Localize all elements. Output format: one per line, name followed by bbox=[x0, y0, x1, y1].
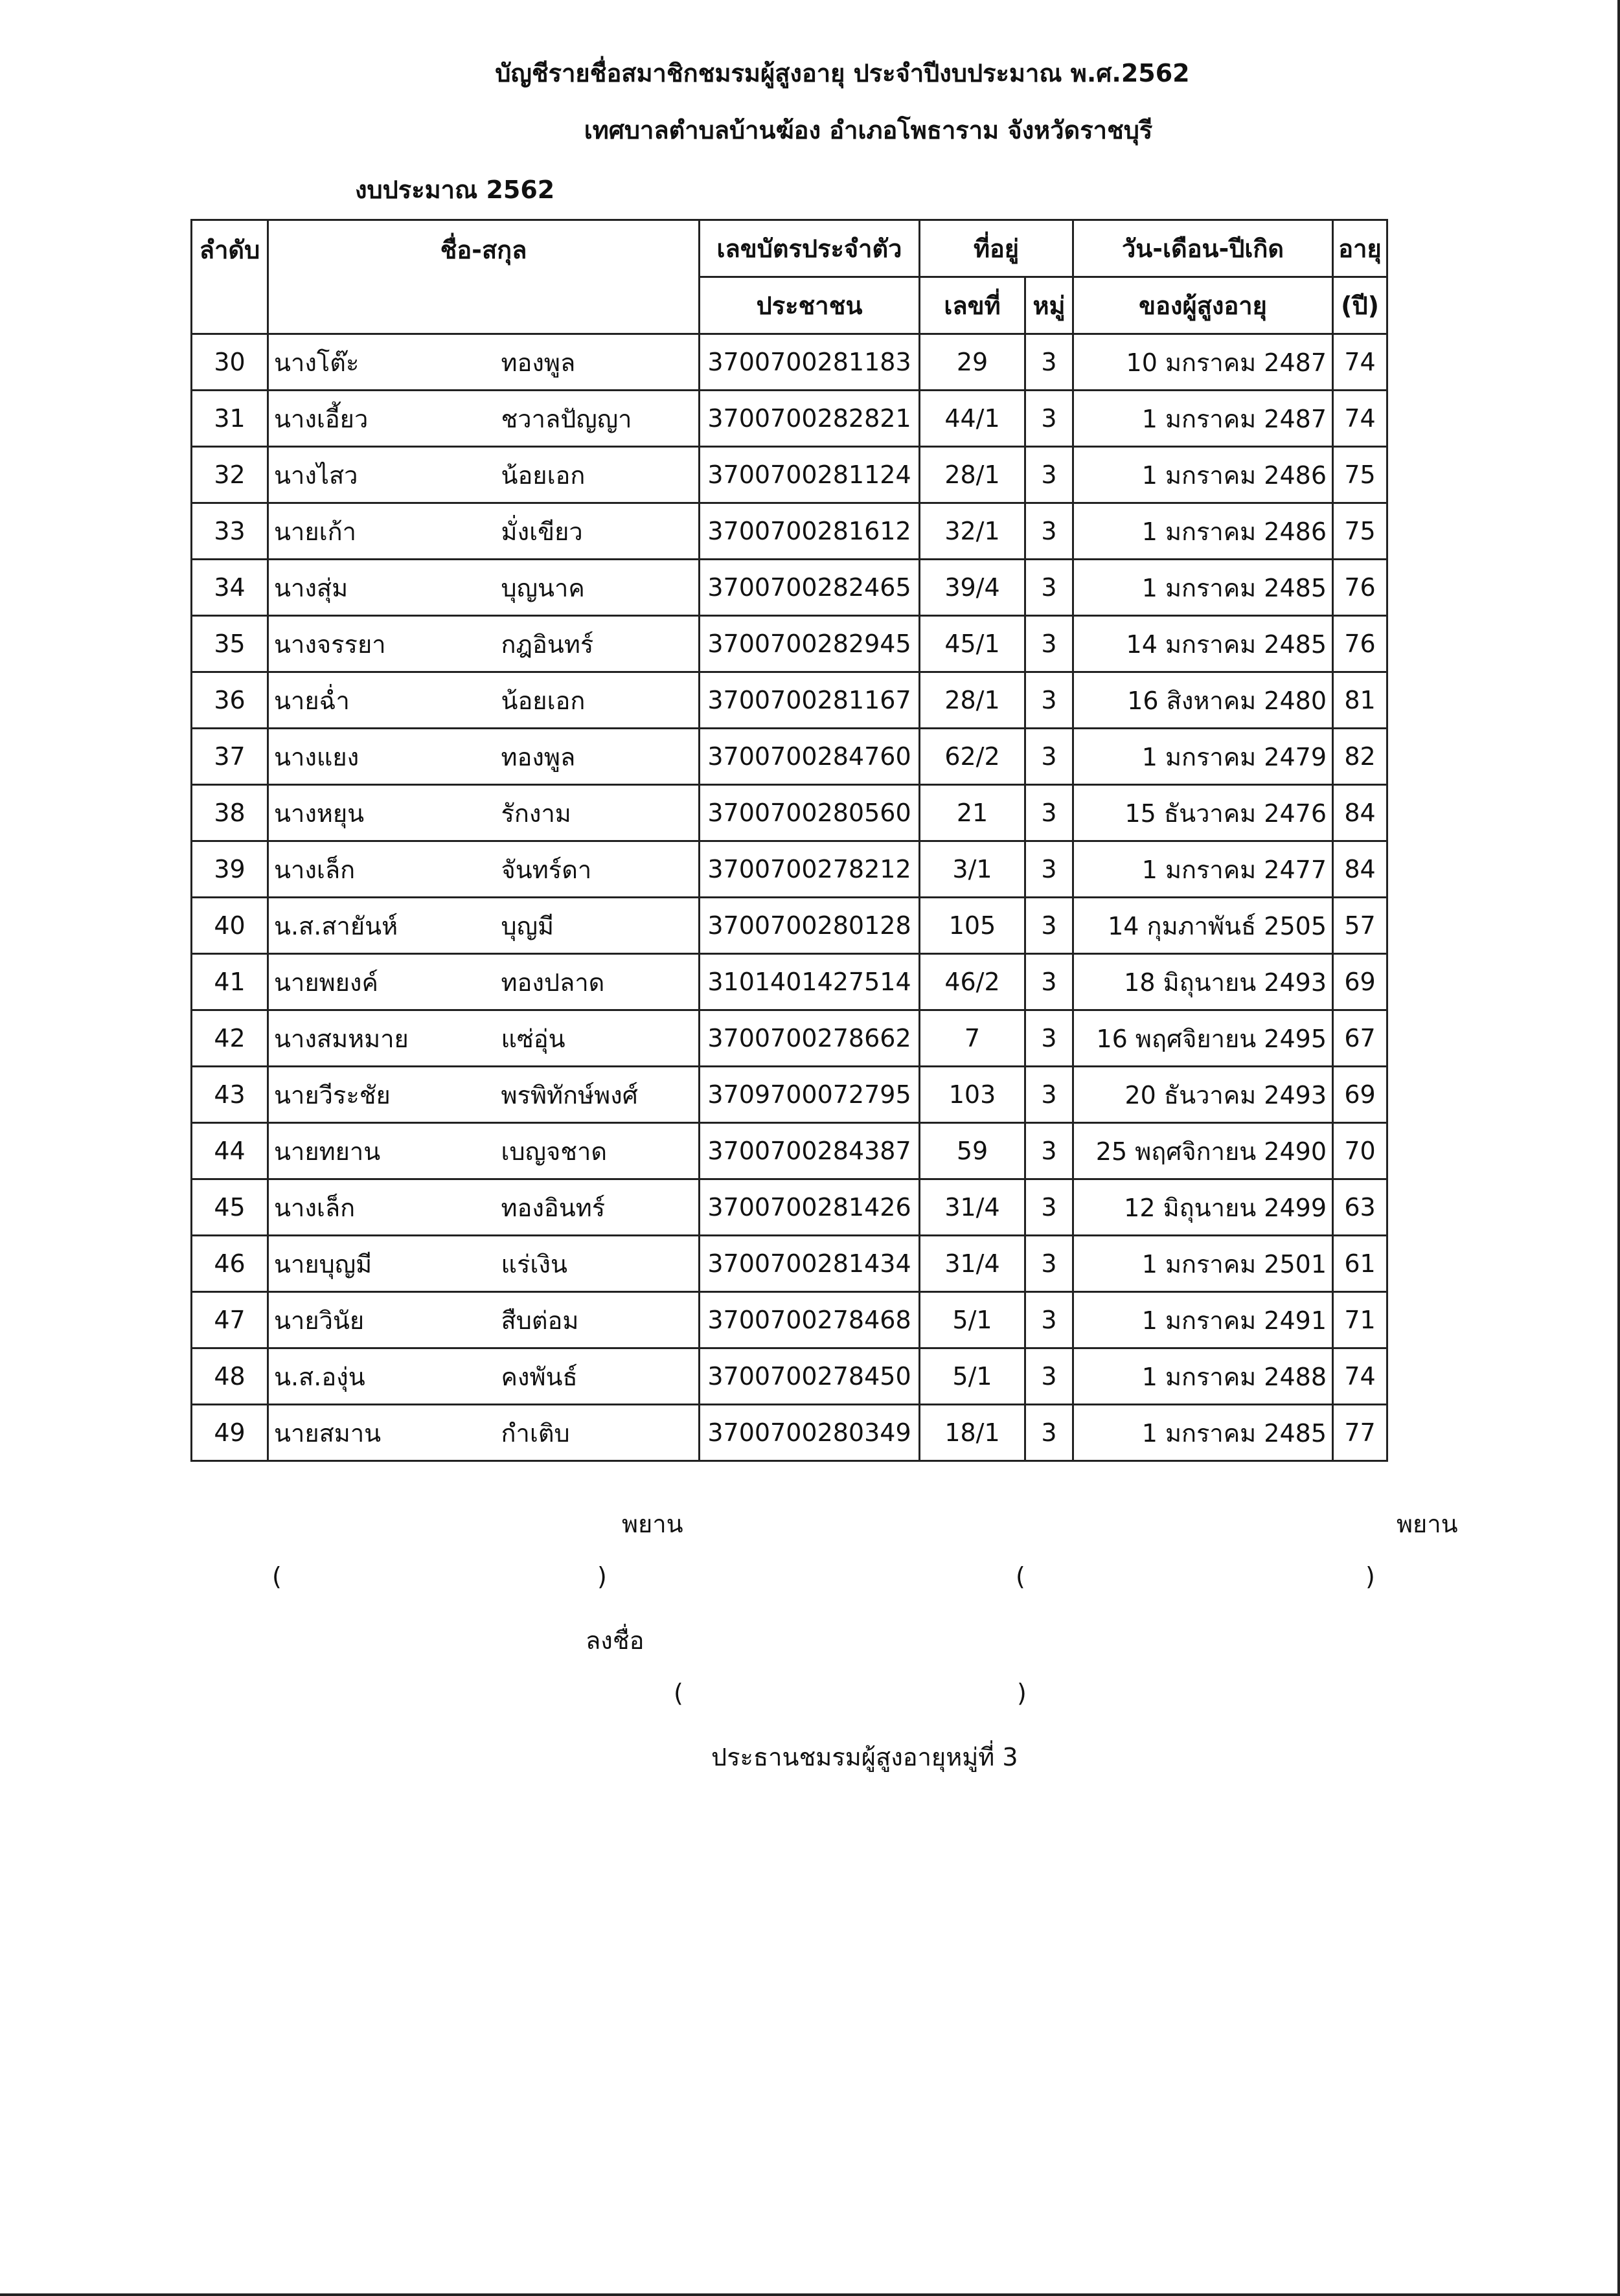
row-age: 61 bbox=[1333, 1236, 1387, 1292]
row-order: 37 bbox=[192, 729, 268, 785]
row-moo: 3 bbox=[1025, 1292, 1073, 1348]
row-order: 38 bbox=[192, 785, 268, 841]
row-id-card: 3700700281426 bbox=[700, 1179, 920, 1236]
row-order: 39 bbox=[192, 841, 268, 898]
table-row bbox=[192, 785, 1387, 841]
table-row bbox=[192, 1123, 1387, 1179]
header-dob-line2: ของผู้สูงอายุ bbox=[1073, 277, 1333, 334]
row-moo: 3 bbox=[1025, 1123, 1073, 1179]
row-moo: 3 bbox=[1025, 616, 1073, 672]
table-row bbox=[192, 1010, 1387, 1067]
row-moo: 3 bbox=[1025, 560, 1073, 616]
row-dob: 10 มกราคม 2487 bbox=[1073, 334, 1333, 391]
row-last-name: ทองปลาด bbox=[499, 954, 700, 1010]
witness-right-label: พยาน bbox=[1397, 1510, 1458, 1538]
table-row bbox=[192, 1405, 1387, 1461]
row-house-no: 62/2 bbox=[920, 729, 1025, 785]
header-name: ชื่อ-สกุล bbox=[268, 220, 700, 334]
row-order: 33 bbox=[192, 503, 268, 560]
row-last-name: ทองพูล bbox=[499, 729, 700, 785]
row-first-name: นายวินัย bbox=[268, 1292, 499, 1348]
row-dob: 1 มกราคม 2486 bbox=[1073, 447, 1333, 503]
row-last-name: แซ่อุ่น bbox=[499, 1010, 700, 1067]
row-first-name: นางแยง bbox=[268, 729, 499, 785]
row-house-no: 7 bbox=[920, 1010, 1025, 1067]
row-house-no: 21 bbox=[920, 785, 1025, 841]
row-age: 74 bbox=[1333, 334, 1387, 391]
row-dob: 1 มกราคม 2487 bbox=[1073, 391, 1333, 447]
row-age: 75 bbox=[1333, 447, 1387, 503]
row-last-name: กำเติบ bbox=[499, 1405, 700, 1461]
header-dob-line1: วัน-เดือน-ปีเกิด bbox=[1073, 220, 1333, 277]
row-age: 84 bbox=[1333, 785, 1387, 841]
row-order: 44 bbox=[192, 1123, 268, 1179]
row-moo: 3 bbox=[1025, 729, 1073, 785]
header-age-line1: อายุ bbox=[1333, 220, 1387, 277]
row-order: 43 bbox=[192, 1067, 268, 1123]
table-row bbox=[192, 729, 1387, 785]
row-last-name: ทองพูล bbox=[499, 334, 700, 391]
row-id-card: 3700700282821 bbox=[700, 391, 920, 447]
row-house-no: 5/1 bbox=[920, 1348, 1025, 1405]
row-id-card: 3700700281434 bbox=[700, 1236, 920, 1292]
row-dob: 16 สิงหาคม 2480 bbox=[1073, 672, 1333, 729]
row-order: 40 bbox=[192, 898, 268, 954]
header-id-card-line2: ประชาชน bbox=[700, 277, 920, 334]
row-first-name: นางเล็ก bbox=[268, 1179, 499, 1236]
row-id-card: 3700700278662 bbox=[700, 1010, 920, 1067]
row-house-no: 28/1 bbox=[920, 672, 1025, 729]
row-age: 57 bbox=[1333, 898, 1387, 954]
row-id-card: 3700700278212 bbox=[700, 841, 920, 898]
row-id-card: 3700700284760 bbox=[700, 729, 920, 785]
row-age: 77 bbox=[1333, 1405, 1387, 1461]
row-moo: 3 bbox=[1025, 503, 1073, 560]
row-dob: 12 มิถุนายน 2499 bbox=[1073, 1179, 1333, 1236]
row-moo: 3 bbox=[1025, 841, 1073, 898]
row-order: 41 bbox=[192, 954, 268, 1010]
row-first-name: นางจรรยา bbox=[268, 616, 499, 672]
row-age: 67 bbox=[1333, 1010, 1387, 1067]
row-house-no: 29 bbox=[920, 334, 1025, 391]
table-row bbox=[192, 1348, 1387, 1405]
row-age: 82 bbox=[1333, 729, 1387, 785]
row-house-no: 18/1 bbox=[920, 1405, 1025, 1461]
header-id-card-line1: เลขบัตรประจำตัว bbox=[700, 220, 920, 277]
header-house-no: เลขที่ bbox=[920, 277, 1025, 334]
budget-label: งบประมาณ 2562 bbox=[355, 176, 555, 204]
header-address: ที่อยู่ bbox=[920, 220, 1073, 277]
row-house-no: 31/4 bbox=[920, 1179, 1025, 1236]
row-order: 48 bbox=[192, 1348, 268, 1405]
row-house-no: 5/1 bbox=[920, 1292, 1025, 1348]
chairman-paren-open: ( bbox=[674, 1679, 683, 1707]
row-age: 76 bbox=[1333, 560, 1387, 616]
row-age: 84 bbox=[1333, 841, 1387, 898]
row-order: 31 bbox=[192, 391, 268, 447]
witness-left-paren-close: ) bbox=[597, 1562, 607, 1591]
row-house-no: 46/2 bbox=[920, 954, 1025, 1010]
row-moo: 3 bbox=[1025, 785, 1073, 841]
row-house-no: 45/1 bbox=[920, 616, 1025, 672]
row-id-card: 3700700281183 bbox=[700, 334, 920, 391]
row-order: 30 bbox=[192, 334, 268, 391]
row-id-card: 3700700284387 bbox=[700, 1123, 920, 1179]
row-first-name: น.ส.สายันห์ bbox=[268, 898, 499, 954]
row-last-name: แร่เงิน bbox=[499, 1236, 700, 1292]
row-first-name: นายทยาน bbox=[268, 1123, 499, 1179]
row-order: 34 bbox=[192, 560, 268, 616]
row-id-card: 3700700281167 bbox=[700, 672, 920, 729]
row-moo: 3 bbox=[1025, 1236, 1073, 1292]
table-row bbox=[192, 391, 1387, 447]
row-moo: 3 bbox=[1025, 1067, 1073, 1123]
row-house-no: 28/1 bbox=[920, 447, 1025, 503]
row-moo: 3 bbox=[1025, 334, 1073, 391]
row-house-no: 103 bbox=[920, 1067, 1025, 1123]
row-house-no: 59 bbox=[920, 1123, 1025, 1179]
row-age: 76 bbox=[1333, 616, 1387, 672]
row-id-card: 3700700281612 bbox=[700, 503, 920, 560]
row-dob: 16 พฤศจิยายน 2495 bbox=[1073, 1010, 1333, 1067]
row-age: 71 bbox=[1333, 1292, 1387, 1348]
row-last-name: ทองอินทร์ bbox=[499, 1179, 700, 1236]
row-order: 35 bbox=[192, 616, 268, 672]
row-age: 74 bbox=[1333, 1348, 1387, 1405]
table-row bbox=[192, 1067, 1387, 1123]
row-order: 45 bbox=[192, 1179, 268, 1236]
row-age: 69 bbox=[1333, 954, 1387, 1010]
table-row bbox=[192, 672, 1387, 729]
row-dob: 1 มกราคม 2501 bbox=[1073, 1236, 1333, 1292]
row-last-name: กฎอินทร์ bbox=[499, 616, 700, 672]
row-age: 63 bbox=[1333, 1179, 1387, 1236]
row-last-name: สืบต่อม bbox=[499, 1292, 700, 1348]
row-moo: 3 bbox=[1025, 1010, 1073, 1067]
table-header bbox=[192, 220, 1387, 334]
table-row bbox=[192, 447, 1387, 503]
row-age: 81 bbox=[1333, 672, 1387, 729]
row-age: 75 bbox=[1333, 503, 1387, 560]
table-row bbox=[192, 560, 1387, 616]
row-id-card: 3700700278468 bbox=[700, 1292, 920, 1348]
row-first-name: นางไสว bbox=[268, 447, 499, 503]
row-order: 49 bbox=[192, 1405, 268, 1461]
row-house-no: 39/4 bbox=[920, 560, 1025, 616]
row-first-name: นางโต๊ะ bbox=[268, 334, 499, 391]
row-order: 36 bbox=[192, 672, 268, 729]
document-subtitle: เทศบาลตำบลบ้านฆ้อง อำเภอโพธาราม จังหวัดราชบุรี bbox=[584, 116, 1153, 144]
row-age: 74 bbox=[1333, 391, 1387, 447]
row-house-no: 105 bbox=[920, 898, 1025, 954]
row-id-card: 3700700280128 bbox=[700, 898, 920, 954]
row-first-name: นางเอี้ยว bbox=[268, 391, 499, 447]
row-first-name: นางสมหมาย bbox=[268, 1010, 499, 1067]
row-house-no: 31/4 bbox=[920, 1236, 1025, 1292]
row-first-name: นางสุ่ม bbox=[268, 560, 499, 616]
row-id-card: 3700700278450 bbox=[700, 1348, 920, 1405]
row-moo: 3 bbox=[1025, 1179, 1073, 1236]
table-body bbox=[192, 334, 1387, 1461]
row-last-name: จันทร์ดา bbox=[499, 841, 700, 898]
row-last-name: เบญจชาด bbox=[499, 1123, 700, 1179]
chairman-paren-close: ) bbox=[1017, 1679, 1027, 1707]
row-last-name: น้อยเอก bbox=[499, 672, 700, 729]
row-id-card: 3700700282945 bbox=[700, 616, 920, 672]
row-last-name: บุญนาค bbox=[499, 560, 700, 616]
row-last-name: บุญมี bbox=[499, 898, 700, 954]
row-moo: 3 bbox=[1025, 1405, 1073, 1461]
row-id-card: 3700700280349 bbox=[700, 1405, 920, 1461]
witness-left-label: พยาน bbox=[622, 1510, 683, 1538]
row-dob: 1 มกราคม 2486 bbox=[1073, 503, 1333, 560]
row-moo: 3 bbox=[1025, 898, 1073, 954]
member-register-table bbox=[190, 219, 1388, 1462]
row-dob: 1 มกราคม 2488 bbox=[1073, 1348, 1333, 1405]
row-age: 69 bbox=[1333, 1067, 1387, 1123]
row-dob: 20 ธันวาคม 2493 bbox=[1073, 1067, 1333, 1123]
row-last-name: พรพิทักษ์พงศ์ bbox=[499, 1067, 700, 1123]
table-row bbox=[192, 954, 1387, 1010]
table-row bbox=[192, 841, 1387, 898]
row-id-card: 3700700281124 bbox=[700, 447, 920, 503]
row-moo: 3 bbox=[1025, 954, 1073, 1010]
row-dob: 1 มกราคม 2485 bbox=[1073, 560, 1333, 616]
row-dob: 14 กุมภาพันธ์ 2505 bbox=[1073, 898, 1333, 954]
row-first-name: นายวีระชัย bbox=[268, 1067, 499, 1123]
row-first-name: นายเก้า bbox=[268, 503, 499, 560]
row-first-name: นายบุญมี bbox=[268, 1236, 499, 1292]
row-moo: 3 bbox=[1025, 1348, 1073, 1405]
row-moo: 3 bbox=[1025, 672, 1073, 729]
row-dob: 15 ธันวาคม 2476 bbox=[1073, 785, 1333, 841]
table-row bbox=[192, 1236, 1387, 1292]
row-dob: 1 มกราคม 2479 bbox=[1073, 729, 1333, 785]
row-dob: 1 มกราคม 2485 bbox=[1073, 1405, 1333, 1461]
row-dob: 14 มกราคม 2485 bbox=[1073, 616, 1333, 672]
row-order: 47 bbox=[192, 1292, 268, 1348]
witness-right-paren-open: ( bbox=[1016, 1562, 1025, 1591]
header-age-line2: (ปี) bbox=[1333, 277, 1387, 334]
row-last-name: น้อยเอก bbox=[499, 447, 700, 503]
row-first-name: นายฉ่ำ bbox=[268, 672, 499, 729]
table-row bbox=[192, 334, 1387, 391]
header-order: ลำดับ bbox=[192, 220, 268, 334]
row-id-card: 3700700282465 bbox=[700, 560, 920, 616]
row-moo: 3 bbox=[1025, 447, 1073, 503]
row-dob: 1 มกราคม 2477 bbox=[1073, 841, 1333, 898]
row-id-card: 3709700072795 bbox=[700, 1067, 920, 1123]
table-row bbox=[192, 1292, 1387, 1348]
row-first-name: นายพยงค์ bbox=[268, 954, 499, 1010]
document-title: บัญชีรายชื่อสมาชิกชมรมผู้สูงอายุ ประจำปีงบประมาณ พ.ศ.2562 bbox=[495, 59, 1190, 87]
row-house-no: 32/1 bbox=[920, 503, 1025, 560]
row-last-name: รักงาม bbox=[499, 785, 700, 841]
row-first-name: น.ส.องุ่น bbox=[268, 1348, 499, 1405]
row-dob: 18 มิถุนายน 2493 bbox=[1073, 954, 1333, 1010]
row-first-name: นางหยุน bbox=[268, 785, 499, 841]
row-last-name: ชวาลปัญญา bbox=[499, 391, 700, 447]
row-order: 46 bbox=[192, 1236, 268, 1292]
sign-label: ลงชื่อ bbox=[586, 1626, 645, 1655]
row-first-name: นายสมาน bbox=[268, 1405, 499, 1461]
row-house-no: 3/1 bbox=[920, 841, 1025, 898]
row-id-card: 3101401427514 bbox=[700, 954, 920, 1010]
table-row bbox=[192, 616, 1387, 672]
chairman-title: ประธานชมรมผู้สูงอายุหมู่ที่ 3 bbox=[711, 1743, 1018, 1771]
row-order: 42 bbox=[192, 1010, 268, 1067]
row-order: 32 bbox=[192, 447, 268, 503]
row-house-no: 44/1 bbox=[920, 391, 1025, 447]
table-row bbox=[192, 898, 1387, 954]
row-dob: 25 พฤศจิกายน 2490 bbox=[1073, 1123, 1333, 1179]
header-moo: หมู่ bbox=[1025, 277, 1073, 334]
witness-right-paren-close: ) bbox=[1365, 1562, 1375, 1591]
row-age: 70 bbox=[1333, 1123, 1387, 1179]
row-dob: 1 มกราคม 2491 bbox=[1073, 1292, 1333, 1348]
row-last-name: มั่งเขียว bbox=[499, 503, 700, 560]
row-id-card: 3700700280560 bbox=[700, 785, 920, 841]
row-moo: 3 bbox=[1025, 391, 1073, 447]
table-row bbox=[192, 1179, 1387, 1236]
witness-left-paren-open: ( bbox=[272, 1562, 282, 1591]
table-row bbox=[192, 503, 1387, 560]
row-first-name: นางเล็ก bbox=[268, 841, 499, 898]
row-last-name: คงพันธ์ bbox=[499, 1348, 700, 1405]
